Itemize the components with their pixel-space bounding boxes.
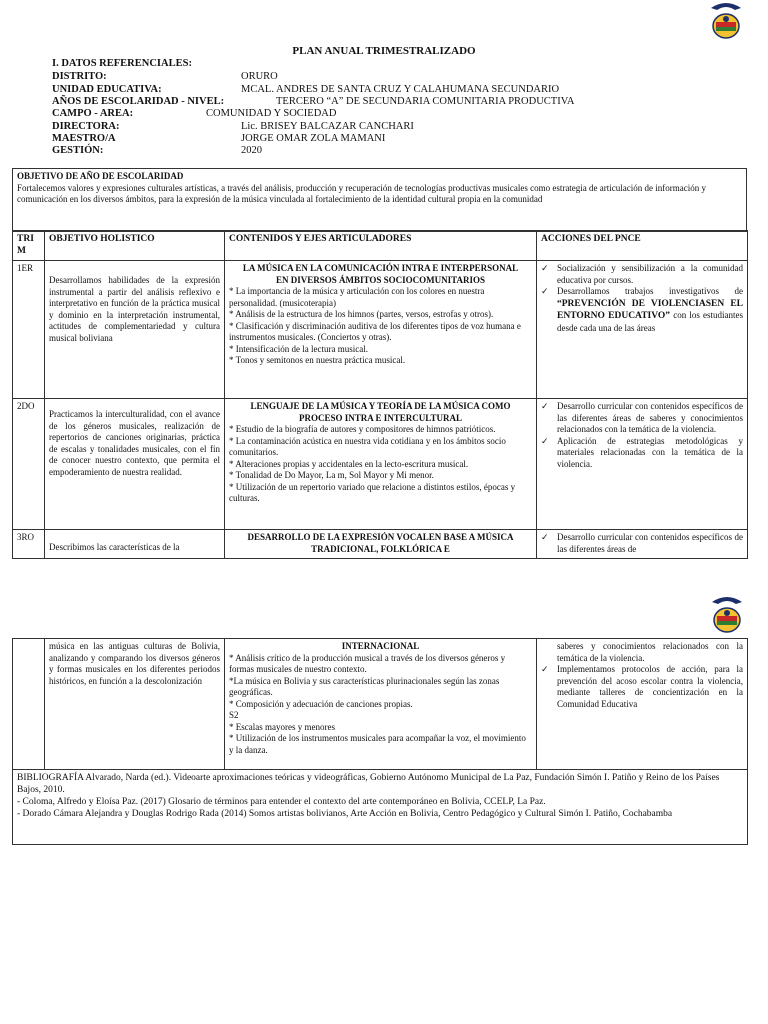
contenidos-title: DESARROLLO DE LA EXPRESIÓN VOCALEN BASE A MÚSICA TRADICIONAL, FOLKLÓRICA E [247,532,514,554]
value-anos-escolaridad: TERCERO “A” DE SECUNDARIA COMUNITARIA PRODUCTIVA [276,96,575,107]
bibliography-cell [13,770,748,845]
header-holistico: OBJETIVO HOLISTICO [45,231,225,261]
contenido-item: * Utilización de los instrumentos musicales para acompañar la voz, el movimiento y la danza. [229,733,526,755]
value-directora: Lic. BRISEY BALCAZAR CANCHARI [241,121,414,132]
school-emblem-icon [710,594,744,634]
label-distrito: DISTRITO: [52,71,107,82]
contenido-item: * La contaminación acústica en nuestra vida cotidiana y en los ámbitos socio comunitarios. [229,435,506,457]
label-campo-area: CAMPO - AREA: [52,108,134,119]
school-emblem-icon [709,0,743,40]
holistico-cell [45,399,225,530]
holistico-cell [45,261,225,399]
plan-table [12,230,748,559]
document-page-2 [0,590,768,890]
header-contenidos: CONTENIDOS Y EJES ARTICULADORES [225,231,537,261]
table-row [13,530,748,559]
contenidos-cell [225,261,537,399]
value-campo-area: COMUNIDAD Y SOCIEDAD [206,108,337,119]
table-row [13,261,748,399]
page-gap [0,560,768,590]
contenido-item: * Tonalidad de Do Mayor, La m, Sol Mayor y Mi menor. [229,470,434,480]
contenido-item: * Alteraciones propias y accidentales en la lecto-escritura musical. [229,458,469,469]
bibliography-item: BIBLIOGRAFÍA Alvarado, Narda (ed.). Videoarte aproximaciones teóricas y videográficas, Gobierno Autónomo Municipal de La Paz, Fundación Simón I. Patiño y Reino de los Países Bajos, 2010. [17,773,720,795]
acciones-cell [537,530,748,559]
plan-table-continued [12,638,748,845]
value-maestro: JORGE OMAR ZOLA MAMANI [241,133,386,144]
contenidos-subtitle: EN DIVERSOS ÁMBITOS SOCIOCOMUNITARIOS [276,274,485,285]
accion-text: Socialización y sensibilización a la comunidad educativa por cursos. [557,263,743,285]
objective-text: Fortalecemos valores y expresiones culturales artísticas, a través del análisis, producción y recuperación de tecnologías productivas musicales como estrategia de articulación de información y comunicación en los diversos ámbitos, para la expresión de la música vinculada al fortalecimiento de la identidad cultural propia en la comunidad [17,182,707,204]
holistico-text: Desarrollamos habilidades de la expresión instrumental a partir del análisis reflexivo e interpretativo en función de la práctica musical y dominio en la interpretación instrumental, actitudes de complementariedad y cultura musical boliviana [49,275,220,343]
bibliography-row [13,770,748,845]
contenidos-title: LENGUAJE DE LA MÚSICA Y TEORÍA DE LA MÚSICA COMO PROCESO INTRA E INTERCULTURAL [250,401,511,423]
objective-cell [13,169,747,232]
contenido-item: S2 [229,710,239,720]
value-gestion: 2020 [241,145,262,156]
trim-cell: 3RO [13,530,45,559]
accion-item: ✓ Aplicación de estrategias metodológicas y materiales relacionadas con la temática de la violencia. [541,436,743,471]
label-directora: DIRECTORA: [52,121,120,132]
header-trim: TRI M [13,231,45,261]
value-unidad-educativa: MCAL. ANDRES DE SANTA CRUZ Y CALAHUMANA SECUNDARIO [241,84,560,95]
trim-cell: 2DO [13,399,45,530]
contenidos-cell [225,399,537,530]
accion-item: ✓ Desarrollo curricular con contenidos específicos de las diferentes áreas de [541,532,743,555]
contenido-item: * Análisis crítico de la producción musical a través de los diversos géneros y formas musicales de nuestro contexto. [229,652,506,674]
contenido-item: * Tonos y semitonos en nuestra práctica musical. [229,355,406,365]
contenidos-cell [225,530,537,559]
accion-tail-text: con los estudiantes desde cada una de las áreas [557,310,743,333]
objective-table [12,168,747,232]
label-maestro: MAESTRO/A [52,133,116,144]
value-distrito: ORURO [241,71,278,82]
bibliography-item: - Dorado Cámara Alejandra y Douglas Rodrigo Rada (2014) Somos artistas bolivianos, Arte Acción en Bolivia, Centro Pedagógico y Cultural Simón I. Patiño, Cochabamba [17,809,673,819]
table-row [13,399,748,530]
document-title: PLAN ANUAL TRIMESTRALIZADO [292,45,476,57]
acciones-cell [537,639,748,770]
contenido-item: * Intensificación de la lectura musical. [229,343,368,354]
accion-item [541,263,743,286]
table-header-row [13,231,748,261]
contenido-item: *La música en Bolivia y sus características plurinacionales según las zonas geográficas. [229,675,500,697]
label-unidad-educativa: UNIDAD EDUCATIVA: [52,84,162,95]
acciones-cell [537,399,748,530]
holistico-cell [45,530,225,559]
acciones-cell [537,261,748,399]
accion-item: ✓ Desarrollo curricular con contenidos específicos de las diferentes áreas de saberes y conocimientos relacionados con la temática de la violencia. [541,401,743,436]
accion-text: Desarrollamos trabajos investigativos de [557,286,743,296]
contenido-item: * Estudio de la biografía de autores y compositores de himnos patrióticos. [229,424,496,434]
contenido-item: * Clasificación y discriminación auditiva de los diferentes tipos de voz humana e instrumentos musicales. (Conciertos y otras). [229,320,521,342]
holistico-text: Describimos las características de la [49,542,180,552]
holistico-cell: música en las antiguas culturas de Bolivia, analizando y comparando los diversos géneros y formas musicales en los diferentes periodos históricos, en función a la descolonización [45,639,225,770]
accion-continued-text: saberes y conocimientos relacionados con la temática de la violencia. [557,641,743,663]
table-row [13,639,748,770]
contenidos-title: LA MÚSICA EN LA COMUNICACIÓN INTRA E INTERPERSONAL [242,263,519,273]
holistico-text: Practicamos la interculturalidad, con el avance de los géneros musicales, realización de repertorios de canciones originarias, práctica de escalas y tonalidades musicales, con el fin de conocer nuestro contexto, que permita el empoderamiento de nuestra realidad. [49,409,220,477]
accion-item [541,286,743,334]
contenido-item: * Análisis de la estructura de los himnos (partes, versos, estrofas y otros). [229,309,494,319]
contenido-item: * Composición y adecuación de canciones propias. [229,698,413,709]
contenido-item: * Utilización de un repertorio variado que relacione a distintos estilos, épocas y culturas. [229,481,516,503]
bibliography-item: - Coloma, Alfredo y Eloísa Paz. (2017) Glosario de términos para entender el contexto del arte contemporáneo en Bolivia, CCELP, La Paz. [17,797,546,807]
contenidos-title: INTERNACIONAL [341,641,420,651]
accion-bold-text: “PREVENCIÓN DE VIOLENCIASEN EL ENTORNO EDUCATIVO” [557,298,743,321]
contenido-item: * La importancia de la música y articulación con los colores en nuestra personalidad. (musicoterapia) [229,286,485,308]
header-acciones: ACCIONES DEL PNCE [537,231,748,261]
section-heading: I. DATOS REFERENCIALES: [52,58,192,69]
objective-heading: OBJETIVO DE AÑO DE ESCOLARIDAD [17,171,184,181]
contenidos-cell [225,639,537,770]
trim-cell [13,639,45,770]
trim-cell: 1ER [13,261,45,399]
accion-item: ✓ Implementamos protocolos de acción, para la prevención del acoso escolar contra la violencia, mediante talleres de concientización en la Comunidad Educativa [541,664,743,710]
contenido-item: * Escalas mayores y menores [229,721,335,732]
label-anos-escolaridad: AÑOS DE ESCOLARIDAD - NIVEL: [52,96,225,107]
label-gestion: GESTIÓN: [52,145,104,156]
